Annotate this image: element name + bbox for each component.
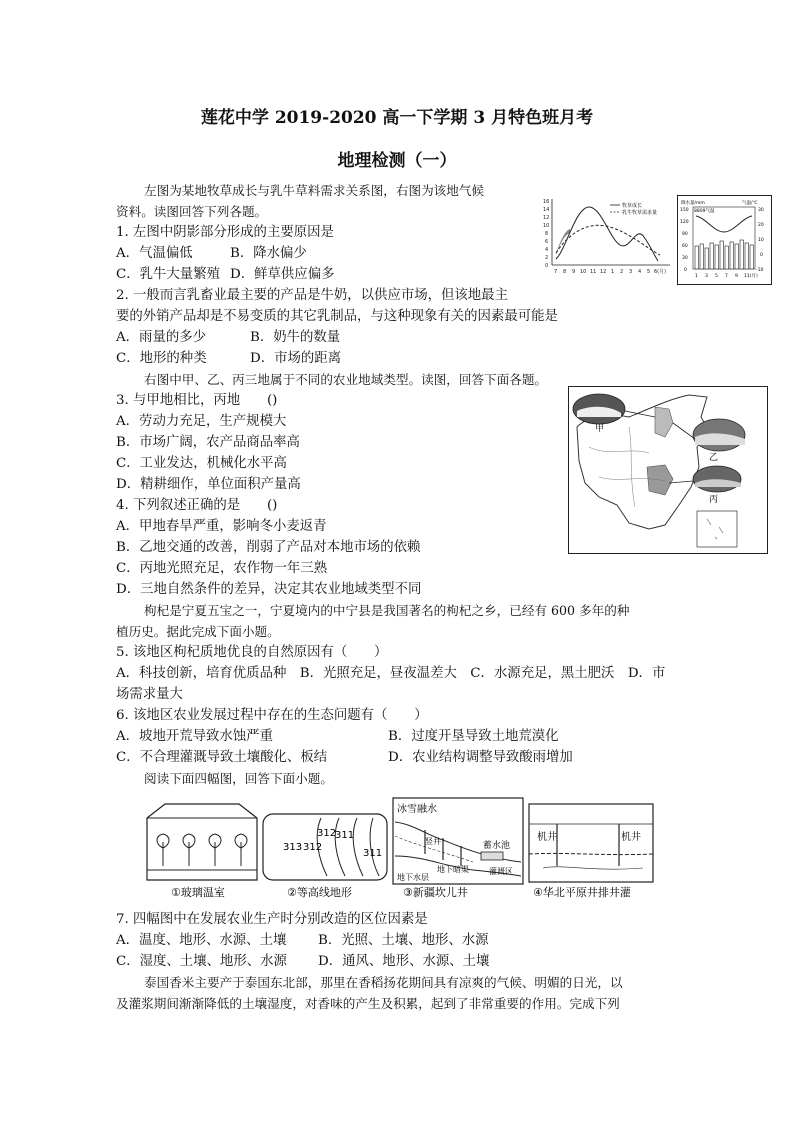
x-tick: 1: [611, 269, 615, 275]
option: C．湿度、土壤、地形、水源: [116, 954, 287, 969]
question-stem: 3. 与甲地相比，丙地 (): [116, 393, 278, 408]
karez-label: 蓄水池: [483, 841, 511, 851]
intro-line: 右图中甲、乙、丙三地属于不同的农业地域类型。读图，回答下面各题。: [144, 372, 547, 387]
contour-label: 313: [283, 842, 303, 853]
option: 场需求量大: [116, 687, 183, 702]
option: C．丙地光照充足，农作物一年三熟: [116, 561, 328, 576]
x-tick: 9: [572, 269, 576, 275]
option: D．农业结构调整导致酸雨增加: [388, 750, 573, 765]
y-tick: 0: [684, 268, 687, 273]
option: A．坡地开荒导致水蚀严重: [116, 729, 273, 744]
karez-label: 竖井: [425, 837, 441, 846]
y-tick: 10: [758, 238, 764, 243]
climate-figure: [677, 195, 772, 285]
contour-label: 312: [303, 842, 323, 853]
intro-line: 资料。读图回答下列各题。: [116, 204, 268, 219]
x-tick: 5: [715, 274, 718, 279]
contour-label: 312: [317, 828, 337, 839]
x-tick: 6(月): [654, 269, 667, 275]
well-label: 机井: [621, 832, 641, 843]
legend-label: 乳牛牧草需求量: [622, 210, 658, 216]
label-jia: 甲: [595, 424, 605, 434]
x-tick: 2: [620, 269, 624, 275]
option: C．地形的种类: [116, 351, 207, 366]
label-yi: 乙: [709, 453, 719, 463]
y-tick: 0: [760, 253, 763, 258]
option: B．光照、土壤、地形、水源: [318, 933, 489, 948]
y-tick: 0: [545, 263, 549, 269]
y-tick: 30: [682, 256, 688, 261]
question-stem: 5. 该地区枸杞质地优良的自然原因有（ ）: [116, 645, 388, 660]
page-subtitle: 地理检测（一）: [337, 151, 457, 171]
y-tick: 6: [545, 239, 549, 245]
intro-line: 枸杞是宁夏五宝之一，宁夏境内的中宁县是我国著名的枸杞之乡，已经有 600 多年的种: [144, 603, 630, 618]
option: A．温度、地形、水源、土壤: [116, 933, 287, 948]
intro-line: 植历史。据此完成下面小题。: [116, 624, 280, 639]
panel-caption: ④华北平原井排井灌: [533, 886, 631, 899]
y-tick: 30: [758, 208, 764, 213]
option: A．科技创新，培育优质品种 B．光照充足，昼夜温差大 C．水源充足，黑土肥沃 D．市: [116, 666, 666, 681]
contour-panel: [263, 814, 387, 899]
y-tick: 8: [545, 231, 549, 237]
china-agriculture-map: [568, 386, 768, 554]
question-stem: 4. 下列叙述正确的是 (): [116, 498, 278, 513]
option: A．劳动力充足，生产规模大: [116, 414, 287, 429]
y-tick: 4: [545, 247, 549, 253]
option: A．雨量的多少: [116, 330, 207, 345]
intro-line: 泰国香米主要产于泰国东北部，那里在香稻扬花期间具有凉爽的气候、明媚的日光，以: [144, 975, 623, 990]
intro-line: 左图为某地牧草成长与乳牛草料需求关系图，右图为该地气候: [144, 183, 485, 198]
x-tick: 7: [554, 269, 558, 275]
y-tick: 150: [680, 208, 689, 213]
question-stem: 2. 一般而言乳畜业最主要的产品是牛奶，以供应市场，但该地最主: [116, 288, 508, 303]
option: D．通风、地形、水源、土壤: [318, 954, 490, 969]
option: A．甲地春旱严重，影响冬小麦返青: [116, 519, 327, 534]
x-tick: 8: [563, 269, 567, 275]
question-stem: 1. 左图中阴影部分形成的主要原因是: [116, 225, 334, 240]
intro-line: 及灌浆期间渐渐降低的土壤湿度，对香味的产生及积累，起到了非常重要的作用。完成下列: [116, 996, 620, 1011]
panel-caption: ②等高线地形: [287, 886, 352, 899]
y-tick: 60: [682, 244, 688, 249]
x-tick: 3: [629, 269, 633, 275]
karez-label: 冰雪融水: [397, 804, 437, 815]
option: B．市场广阔，农产品商品率高: [116, 435, 300, 450]
x-tick: 11: [590, 269, 597, 275]
option: B．乙地交通的改善，削弱了产品对本地市场的依赖: [116, 540, 421, 555]
four-panel-figure: [143, 796, 665, 902]
label-bing: 丙: [709, 495, 719, 505]
panel-caption: ①玻璃温室: [171, 886, 225, 899]
karez-label: 灌溉区: [489, 867, 513, 876]
wells-panel: [529, 804, 653, 899]
option: B．过度开垦导致土地荒漠化: [388, 729, 559, 744]
x-tick: 3: [705, 274, 708, 279]
option: D．精耕细作，单位面积产量高: [116, 477, 301, 492]
y-tick: 14: [543, 207, 550, 213]
question-stem: 6. 该地区农业发展过程中存在的生态问题有（ ）: [116, 708, 428, 723]
option: D．三地自然条件的差异，决定其农业地域类型不同: [116, 582, 422, 597]
y-tick: 20: [758, 223, 764, 228]
option: A．气温偏低: [116, 246, 193, 261]
series-label: 8809气温: [694, 209, 715, 214]
y-tick: 2: [545, 255, 549, 261]
karez-label: 地下暗渠: [437, 865, 469, 874]
y-tick: 16: [543, 199, 550, 205]
option: B．奶牛的数量: [250, 330, 341, 345]
option: D．鲜草供应偏多: [230, 267, 335, 282]
y-tick: 90: [682, 232, 688, 237]
contour-label: 311: [363, 848, 383, 859]
x-tick: 1: [695, 274, 698, 279]
contour-label: 311: [335, 830, 355, 841]
y-tick: 10: [543, 223, 550, 229]
option: C．乳牛大量繁殖: [116, 267, 220, 282]
x-tick: 9: [735, 274, 738, 279]
x-tick: 4: [638, 269, 642, 275]
page-title: 莲花中学 2019-2020 高一下学期 3 月特色班月考: [200, 108, 594, 128]
pasture-demand-figure: [540, 195, 675, 285]
panel-caption: ③新疆坎儿井: [403, 886, 468, 899]
x-tick: 10: [580, 269, 587, 275]
option: D．市场的距离: [250, 351, 342, 366]
karez-label: 地下水层: [397, 873, 429, 882]
x-tick: 5: [647, 269, 651, 275]
x-tick: 12: [600, 269, 607, 275]
legend-label: 牧草成长: [622, 203, 643, 209]
karez-panel: [393, 798, 523, 899]
x-tick: 7: [725, 274, 728, 279]
y-tick: 12: [543, 215, 550, 221]
option: C．不合理灌溉导致土壤酸化、板结: [116, 750, 328, 765]
greenhouse-panel: [147, 804, 257, 899]
precip-unit: 降水量/mm: [681, 201, 705, 206]
well-label: 机井: [537, 832, 557, 843]
y-tick: 120: [680, 220, 689, 225]
intro-line: 阅读下面四幅图，回答下面小题。: [144, 771, 333, 786]
temp-unit: 气温/℃: [742, 201, 758, 206]
question-stem: 要的外销产品却是不易变质的其它乳制品，与这种现象有关的因素最可能是: [116, 309, 558, 324]
option: C．工业发达，机械化水平高: [116, 456, 287, 471]
option: B．降水偏少: [230, 246, 307, 261]
x-tick: 11(月): [744, 274, 758, 279]
question-stem: 7. 四幅图中在发展农业生产时分别改造的区位因素是: [116, 912, 428, 927]
y-tick: -10: [756, 268, 764, 273]
